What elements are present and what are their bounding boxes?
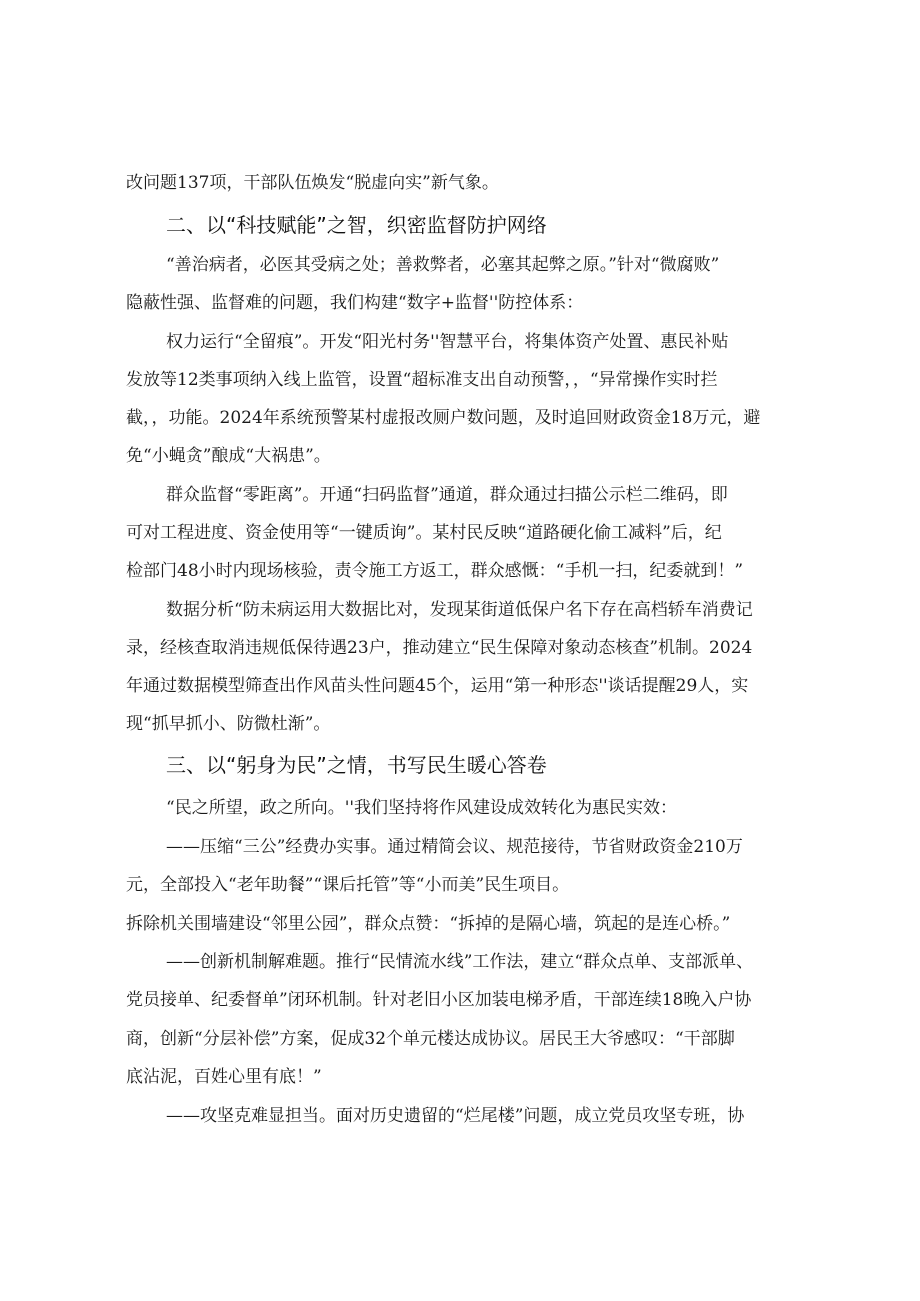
paragraph-line: 权力运行“全留痕”。开发“阳光村务''智慧平台，将集体资产处置、惠民补贴 — [166, 332, 729, 352]
paragraph-line: 检部门48小时内现场核验，责令施工方返工，群众感慨：“手机一扫，纪委就到！” — [126, 561, 744, 581]
paragraph-line: 发放等12类事项纳入线上监管，设置“超标准支出自动预警，，“异常操作实时拦 — [126, 370, 718, 390]
paragraph-line: 党员接单、纪委督单”闭环机制。针对老旧小区加装电梯矛盾，干部连续18晚入户协 — [126, 990, 752, 1010]
paragraph-line: 截，，功能。2024年系统预警某村虚报改厕户数问题，及时追回财政资金18万元，避 — [126, 408, 761, 428]
paragraph-line: 现“抓早抓小、防微杜渐”。 — [126, 714, 331, 734]
paragraph-line: 可对工程进度、资金使用等“一键质询”。某村民反映“道路硬化偷工减料”后，纪 — [126, 523, 722, 543]
paragraph-line: “民之所望，政之所向。''我们坚持将作风建设成效转化为惠民实效： — [166, 798, 678, 818]
paragraph-line: 群众监督“零距离”。开通“扫码监督”通道，群众通过扫描公示栏二维码，即 — [166, 485, 728, 505]
paragraph-line: 数据分析“防未病运用大数据比对，发现某街道低保户名下存在高档轿车消费记 — [166, 600, 753, 620]
paragraph-line: ——创新机制解难题。推行“民情流水线”工作法，建立“群众点单、支部派单、 — [166, 952, 754, 972]
paragraph-line: 底沾泥，百姓心里有底！” — [126, 1067, 322, 1087]
section-heading: 二、以“科技赋能”之智，织密监督防护网络 — [166, 213, 547, 237]
paragraph-line: 改问题137项，干部队伍焕发“脱虚向实”新气象。 — [126, 173, 499, 193]
paragraph-line: “善治病者，必医其受病之处；善救弊者，必塞其起弊之原。”针对“微腐败” — [166, 255, 720, 275]
paragraph-line: ——攻坚克难显担当。面对历史遗留的“烂尾楼”问题，成立党员攻坚专班，协 — [166, 1106, 745, 1126]
paragraph-line: 录，经核查取消违规低保待遇23户，推动建立“民生保障对象动态核查”机制。2024 — [126, 638, 753, 658]
paragraph-line: 拆除机关围墙建设“邻里公园”，群众点赞：“拆掉的是隔心墙，筑起的是连心桥。” — [126, 914, 731, 934]
paragraph-line: 隐蔽性强、监督难的问题，我们构建“数字+监督''防控体系： — [126, 293, 584, 313]
paragraph-line: 免“小蝇贪”酿成“大祸患”。 — [126, 446, 331, 466]
paragraph-line: 年通过数据模型筛查出作风苗头性问题45个，运用“第一种形态''谈话提醒29人，实 — [126, 676, 749, 696]
paragraph-line: 元，全部投入“老年助餐”“课后托管”等“小而美”民生项目。 — [126, 875, 570, 895]
paragraph-line: ——压缩“三公”经费办实事。通过精简会议、规范接待，节省财政资金210万 — [166, 837, 743, 857]
section-heading: 三、以“躬身为民”之情，书写民生暖心答卷 — [166, 753, 547, 777]
paragraph-line: 商，创新“分层补偿”方案，促成32个单元楼达成协议。居民王大爷感叹：“干部脚 — [126, 1029, 735, 1049]
